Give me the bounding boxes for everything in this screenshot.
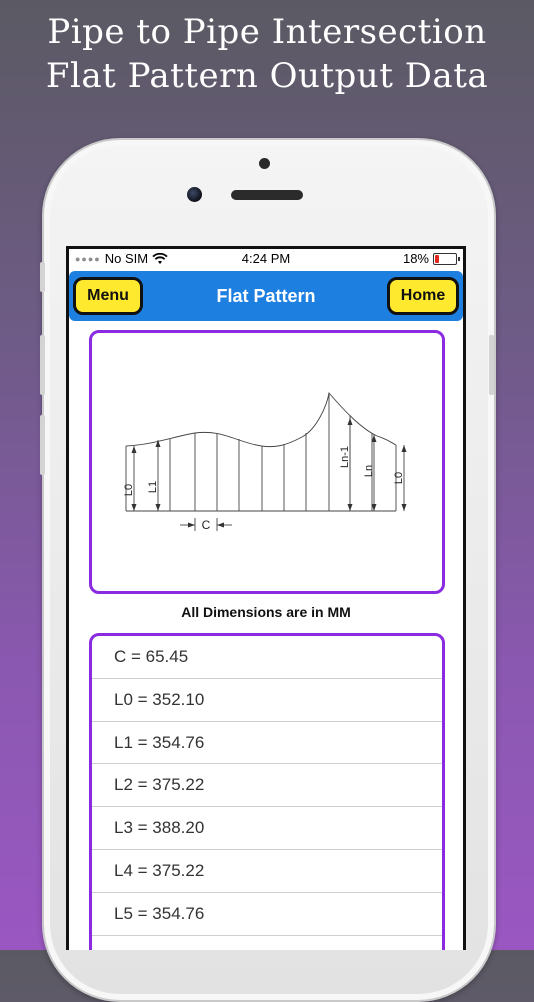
status-right: [403, 251, 457, 266]
promo-title-line-1: Pipe to Pipe Intersection: [47, 12, 487, 52]
status-bar: [69, 249, 463, 269]
flat-pattern-diagram-box: [89, 330, 445, 594]
result-row-l2: L2 = 375.22: [92, 764, 442, 807]
result-row-l0: L0 = 352.10: [92, 679, 442, 722]
units-note: All Dimensions are in MM: [181, 604, 351, 620]
battery-icon: [433, 253, 457, 265]
navigation-bar: [69, 271, 463, 321]
battery-percent: 18%: [402, 251, 429, 266]
earpiece-speaker: [231, 190, 303, 200]
volume-up-button: [40, 335, 45, 395]
proximity-sensor: [259, 158, 270, 169]
result-row-l3: L3 = 388.20: [92, 807, 442, 850]
signal-strength-icon: ●●●●: [75, 253, 101, 264]
page-title: Flat Pattern: [216, 286, 316, 306]
app-screen: [69, 249, 463, 950]
status-time: 4:24 PM: [241, 251, 291, 266]
label-l1: L1: [147, 480, 159, 494]
result-row-l4: L4 = 375.22: [92, 850, 442, 893]
result-row-c: C = 65.45: [92, 636, 442, 679]
front-camera-icon: [187, 187, 202, 202]
label-l0-left: L0: [123, 483, 135, 497]
home-button[interactable]: Home: [387, 277, 459, 315]
power-button: [489, 335, 494, 395]
label-ln: Ln: [363, 464, 375, 478]
phone-screen: [66, 246, 466, 950]
label-c: C: [201, 518, 211, 532]
pattern-curve: [126, 393, 396, 447]
promo-title: [0, 10, 534, 98]
result-row-l5: L5 = 354.76: [92, 893, 442, 936]
flat-pattern-diagram: [92, 333, 442, 591]
promo-title-line-2: Flat Pattern Output Data: [45, 56, 489, 96]
result-row-l1: L1 = 354.76: [92, 722, 442, 765]
carrier-label: No SIM: [104, 251, 149, 266]
volume-down-button: [40, 415, 45, 475]
results-list: [89, 633, 445, 950]
label-l0-right: L0: [393, 471, 405, 485]
menu-button[interactable]: Menu: [73, 277, 143, 315]
side-button: [40, 262, 45, 292]
label-ln-1: Ln-1: [339, 445, 351, 469]
